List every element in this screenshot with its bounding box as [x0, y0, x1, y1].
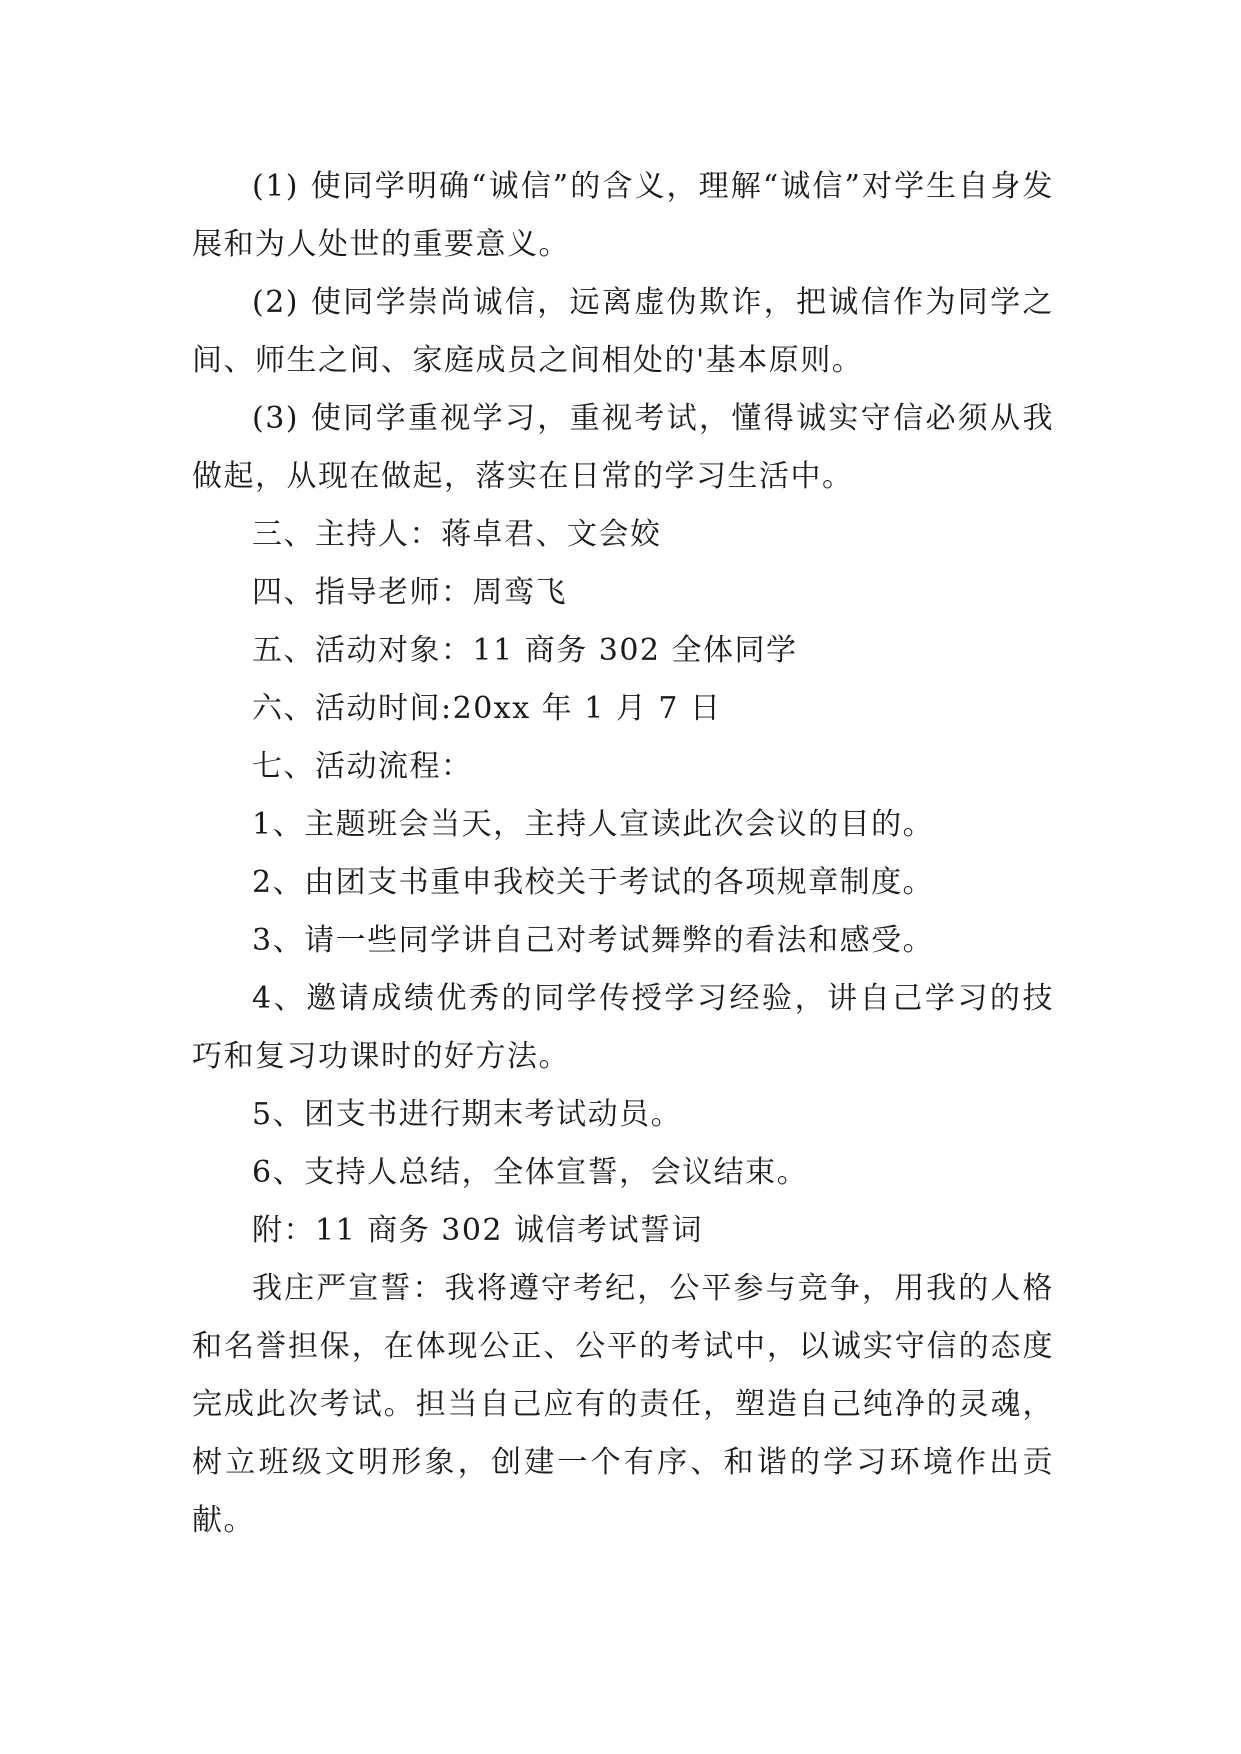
- process-step-6: 6、支持人总结，全体宣誓，会议结束。: [252, 1155, 809, 1190]
- time-line: 六、活动时间:20xx 年 1 月 7 日: [252, 691, 722, 726]
- process-step-2: 2、由团支书重申我校关于考试的各项规章制度。: [252, 865, 935, 900]
- oath-text: 我庄严宣誓：我将遵守考纪，公平参与竞争，用我的人格和名誉担保，在体现公正、公平的考试中，以诚实守信的态度完成此次考试。担当自己应有的责任，塑造自己纯净的灵魂，树立班级文明形象，创建一个有序、和谐的学习环境作出贡献。: [192, 1271, 1054, 1538]
- objective-3: (3) 使同学重视学习，重视考试，懂得诚实守信必须从我做起，从现在做起，落实在日常的学习生活中。: [192, 401, 1054, 494]
- objective-2: (2) 使同学崇尚诚信，远离虚伪欺诈，把诚信作为同学之间、师生之间、家庭成员之间相处的'基本原则。: [192, 285, 1054, 378]
- advisor-line: 四、指导老师：周鸾飞: [252, 575, 567, 610]
- process-step-3: 3、请一些同学讲自己对考试舞弊的看法和感受。: [252, 923, 935, 958]
- process-step-4: 4、邀请成绩优秀的同学传授学习经验，讲自己学习的技巧和复习功课时的好方法。: [192, 981, 1054, 1074]
- document-body: [192, 158, 1054, 1550]
- process-step-1: 1、主题班会当天，主持人宣读此次会议的目的。: [252, 807, 935, 842]
- process-heading: 七、活动流程：: [252, 749, 473, 784]
- objective-1: (1) 使同学明确“诚信”的含义，理解“诚信”对学生自身发展和为人处世的重要意义。: [192, 169, 1054, 262]
- appendix-heading: 附：11 商务 302 诚信考试誓词: [252, 1213, 704, 1248]
- process-step-5: 5、团支书进行期末考试动员。: [252, 1097, 683, 1132]
- host-line: 三、主持人：蒋卓君、文会姣: [252, 517, 662, 552]
- audience-line: 五、活动对象：11 商务 302 全体同学: [252, 633, 798, 668]
